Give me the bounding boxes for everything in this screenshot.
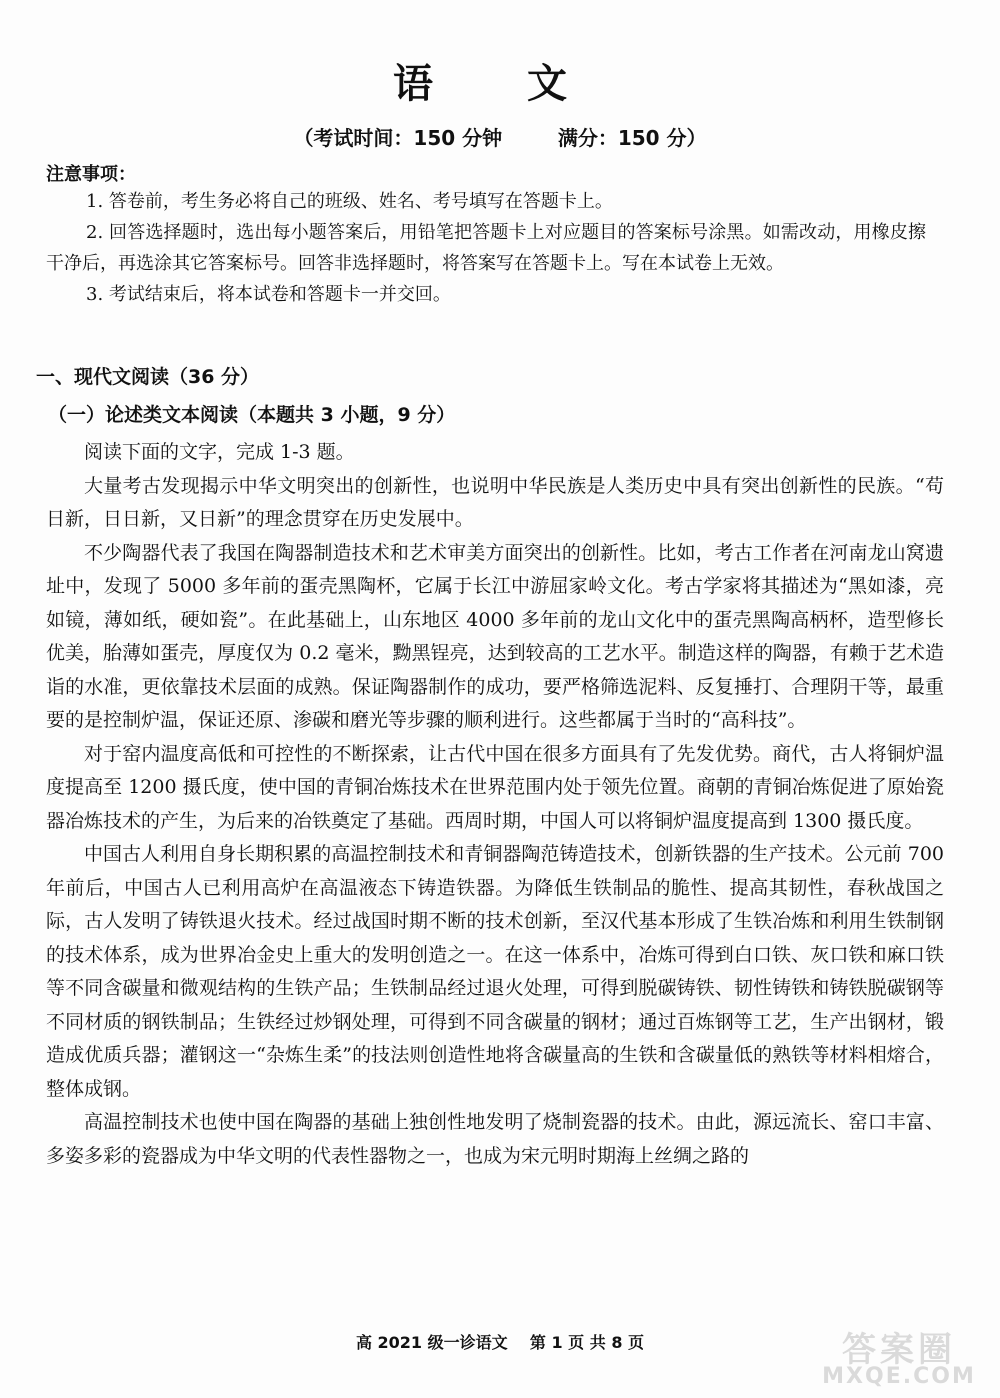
passage-paragraph: 对于窑内温度高低和可控性的不断探索，让古代中国在很多方面具有了先发优势。商代，古人将铜炉温度提高至 1200 摄氏度，使中国的青铜冶炼技术在世界范围内处于领先位置。商朝的青铜冶炼促进了原始瓷器冶炼技术的产生，为后来的冶铁奠定了基础。西周时期，中国人可以将铜炉温度提高到 1300 摄氏度。	[46, 742, 944, 832]
passage-paragraph: 不少陶器代表了我国在陶器制造技术和艺术审美方面突出的创新性。比如，考古工作者在河南龙山窝遗址中，发现了 5000 多年前的蛋壳黑陶杯，它属于长江中游屈家岭文化。考古学家将其描述为“黑如漆，亮如镜，薄如纸，硬如瓷”。在此基础上，山东地区 4000 多年前的龙山文化中的蛋壳黑陶高柄杯，造型修长优美，胎薄如蛋壳，厚度仅为 0.2 毫米，黝黑锃亮，达到较高的工艺水平。制造这样的陶器，有赖于艺术造诣的水准，更依靠技术层面的成熟。保证陶器制作的成功，要严格筛选泥料、反复捶打、合理阴干等，最重要的是控制炉温，保证还原、渗碳和磨光等步骤的顺利进行。这些都属于当时的“高科技”。	[46, 541, 944, 731]
reading-passage	[46, 436, 944, 1173]
notice-heading: 注意事项：	[46, 164, 136, 185]
section-heading: 一、现代文阅读（36 分）	[36, 366, 260, 388]
page-footer: 高 2021 级一诊语文 第 1 页 共 8 页	[355, 1333, 645, 1352]
exam-info: （考试时间：150 分钟 满分：150 分）	[293, 126, 707, 150]
page-title: 语 文	[393, 61, 607, 107]
subsection-heading: （一）论述类文本阅读（本题共 3 小题，9 分）	[48, 404, 456, 426]
watermark-text-cn: 答案圈	[842, 1330, 956, 1370]
passage-paragraph: 高温控制技术也使中国在陶器的基础上独创性地发明了烧制瓷器的技术。由此，源远流长、窑口丰富、多姿多彩的瓷器成为中华文明的代表性器物之一，也成为宋元明时期海上丝绸之路的	[46, 1111, 944, 1167]
watermark-logo	[814, 1320, 984, 1390]
watermark-text-en: MXQE.COM	[822, 1364, 976, 1389]
notice-item: 2. 回答选择题时，选出每小题答案后，用铅笔把答题卡上对应题目的答案标号涂黑。如需改动，用橡皮擦干净后，再选涂其它答案标号。回答非选择题时，将答案写在答题卡上。写在本试卷上无效。	[46, 222, 926, 274]
passage-paragraph: 中国古人利用自身长期积累的高温控制技术和青铜器陶范铸造技术，创新铁器的生产技术。公元前 700 年前后，中国古人已利用高炉在高温液态下铸造铁器。为降低生铁制品的脆性、提高其韧性，春秋战国之际，古人发明了铸铁退火技术。经过战国时期不断的技术创新，至汉代基本形成了生铁冶炼和利用生铁制钢的技术体系，成为世界冶金史上重大的发明创造之一。在这一体系中，冶炼可得到白口铁、灰口铁和麻口铁等不同含碳量和微观结构的生铁产品；生铁制品经过退火处理，可得到脱碳铸铁、韧性铸铁和铸铁脱碳钢等不同材质的钢铁制品；生铁经过炒钢处理，可得到不同含碳量的钢材；通过百炼钢等工艺，生产出钢材，锻造成优质兵器；灌钢这一“杂炼生柔”的技法则创造性地将含碳量高的生铁和含碳量低的熟铁等材料相熔合，整体成钢。	[46, 843, 944, 1100]
passage-paragraph: 大量考古发现揭示中华文明突出的创新性，也说明中华民族是人类历史中具有突出创新性的民族。“苟日新，日日新，又日新”的理念贯穿在历史发展中。	[46, 474, 944, 530]
notice-item: 1. 答卷前，考生务必将自己的班级、姓名、考号填写在答题卡上。	[86, 191, 613, 212]
passage-instruction: 阅读下面的文字，完成 1-3 题。	[84, 441, 355, 463]
notice-item: 3. 考试结束后，将本试卷和答题卡一并交回。	[86, 284, 451, 305]
notice-list	[46, 186, 926, 310]
